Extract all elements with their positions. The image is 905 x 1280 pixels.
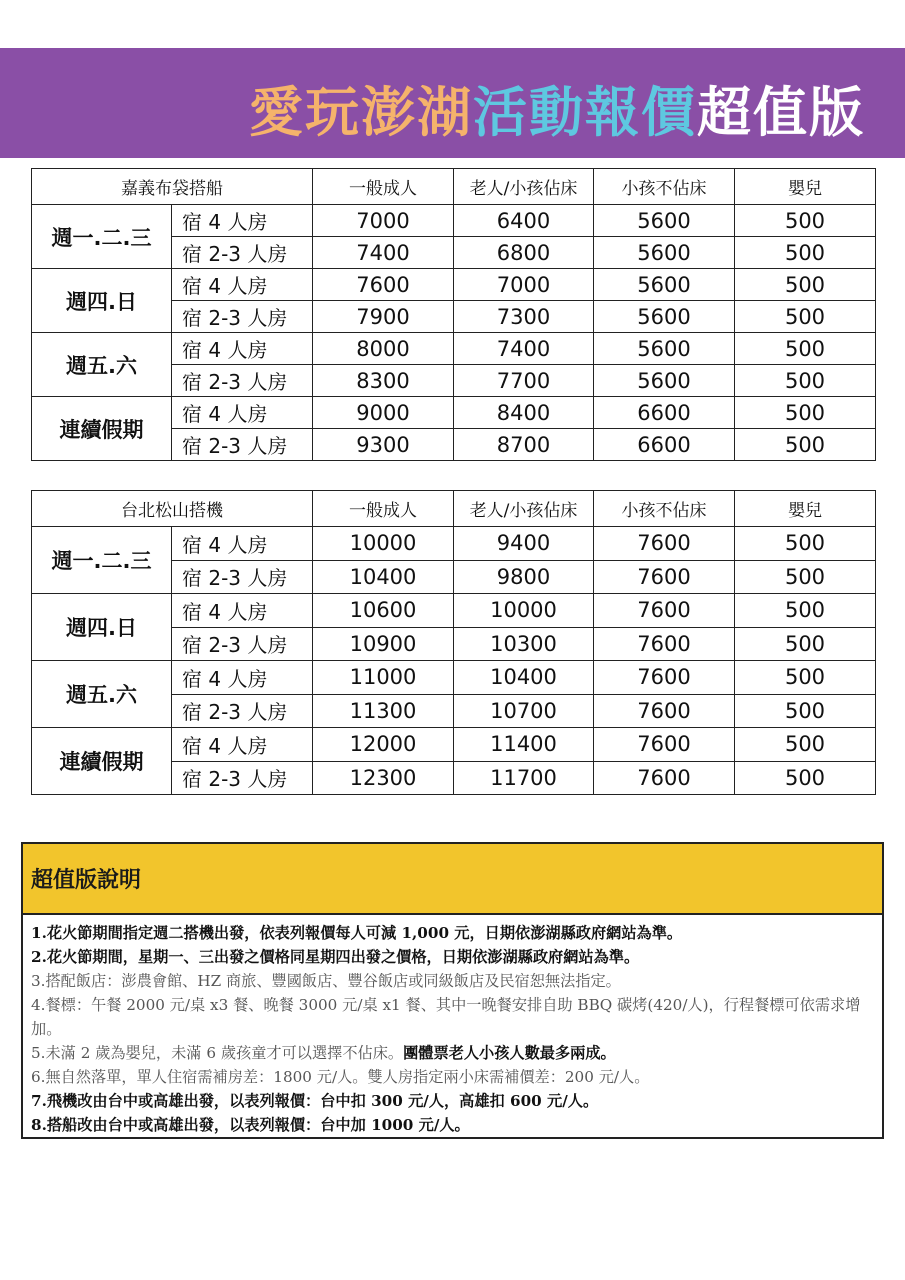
price-senior-child-bed: 9800 (454, 560, 594, 594)
note-item-5-emphasis: 團體票老人小孩人數最多兩成。 (403, 1044, 616, 1062)
room-type: 宿 4 人房 (172, 269, 313, 301)
note-item-3: 3.搭配飯店：澎農會館、HZ 商旅、豐國飯店、豐谷飯店或同級飯店及民宿恕無法指定。 (31, 972, 621, 990)
price-infant: 500 (735, 397, 876, 429)
price-child-no-bed: 5600 (594, 205, 735, 237)
price-child-no-bed: 7600 (594, 661, 735, 695)
price-adult: 12300 (313, 761, 454, 795)
header-route: 台北松山搭機 (32, 491, 313, 527)
price-child-no-bed: 6600 (594, 397, 735, 429)
price-child-no-bed: 5600 (594, 365, 735, 397)
room-type: 宿 2-3 人房 (172, 365, 313, 397)
note-item-5-text: 5.未滿 2 歲為嬰兒，未滿 6 歲孩童才可以選擇不佔床。 (31, 1044, 404, 1062)
price-adult: 10000 (313, 527, 454, 561)
day-group-label: 連續假期 (32, 397, 172, 461)
price-child-no-bed: 5600 (594, 333, 735, 365)
day-group-label: 週五.六 (32, 333, 172, 397)
table-row (32, 661, 876, 695)
price-infant: 500 (735, 694, 876, 728)
price-senior-child-bed: 11400 (454, 728, 594, 762)
price-senior-child-bed: 9400 (454, 527, 594, 561)
price-adult: 9000 (313, 397, 454, 429)
price-adult: 8300 (313, 365, 454, 397)
note-item-4: 4.餐標：午餐 2000 元/桌 x3 餐、晚餐 3000 元/桌 x1 餐、其中一晚餐安排自助 BBQ 碳烤(420/人)，行程餐標可依需求增加。 (31, 996, 861, 1038)
table-row (32, 397, 876, 429)
price-senior-child-bed: 10700 (454, 694, 594, 728)
price-child-no-bed: 5600 (594, 301, 735, 333)
room-type: 宿 4 人房 (172, 728, 313, 762)
room-type: 宿 2-3 人房 (172, 429, 313, 461)
price-adult: 8000 (313, 333, 454, 365)
price-senior-child-bed: 6800 (454, 237, 594, 269)
header-infant: 嬰兒 (735, 491, 876, 527)
price-senior-child-bed: 8700 (454, 429, 594, 461)
price-infant: 500 (735, 301, 876, 333)
table-header-row (32, 169, 876, 205)
price-senior-child-bed: 7000 (454, 269, 594, 301)
notes-list (23, 915, 882, 1137)
header-senior-child-bed: 老人/小孩佔床 (454, 491, 594, 527)
note-item-6: 6.無自然落單，單人住宿需補房差：1800 元/人。雙人房指定兩小床需補價差：200 元/人。 (31, 1068, 650, 1086)
room-type: 宿 4 人房 (172, 661, 313, 695)
price-infant: 500 (735, 237, 876, 269)
day-group-label: 週一.二.三 (32, 527, 172, 594)
day-group-label: 週四.日 (32, 594, 172, 661)
price-adult: 12000 (313, 728, 454, 762)
price-child-no-bed: 7600 (594, 594, 735, 628)
room-type: 宿 2-3 人房 (172, 560, 313, 594)
price-infant: 500 (735, 728, 876, 762)
page-title (249, 78, 865, 148)
price-adult: 11300 (313, 694, 454, 728)
price-infant: 500 (735, 333, 876, 365)
price-infant: 500 (735, 560, 876, 594)
header-infant: 嬰兒 (735, 169, 876, 205)
price-table-taipei (31, 490, 876, 795)
notes-box (21, 842, 884, 1139)
header-adult: 一般成人 (313, 169, 454, 205)
room-type: 宿 2-3 人房 (172, 237, 313, 269)
header-child-no-bed: 小孩不佔床 (594, 491, 735, 527)
room-type: 宿 4 人房 (172, 527, 313, 561)
price-infant: 500 (735, 527, 876, 561)
price-senior-child-bed: 7700 (454, 365, 594, 397)
price-senior-child-bed: 6400 (454, 205, 594, 237)
price-child-no-bed: 7600 (594, 560, 735, 594)
day-group-label: 週四.日 (32, 269, 172, 333)
title-part-1: 愛玩澎湖 (249, 81, 473, 144)
table-row (32, 527, 876, 561)
price-table-chiayi (31, 168, 876, 461)
price-senior-child-bed: 10300 (454, 627, 594, 661)
header-child-no-bed: 小孩不佔床 (594, 169, 735, 205)
room-type: 宿 4 人房 (172, 397, 313, 429)
table-row (32, 269, 876, 301)
room-type: 宿 2-3 人房 (172, 627, 313, 661)
price-adult: 7400 (313, 237, 454, 269)
note-item-7: 7.飛機改由台中或高雄出發，以表列報價：台中扣 300 元/人，高雄扣 600 元/人。 (31, 1092, 599, 1110)
notes-title: 超值版說明 (23, 844, 882, 915)
day-group-label: 週一.二.三 (32, 205, 172, 269)
price-infant: 500 (735, 627, 876, 661)
table-row (32, 205, 876, 237)
room-type: 宿 2-3 人房 (172, 301, 313, 333)
day-group-label: 週五.六 (32, 661, 172, 728)
header-adult: 一般成人 (313, 491, 454, 527)
price-adult: 10400 (313, 560, 454, 594)
note-item-5 (31, 1041, 874, 1065)
price-senior-child-bed: 7300 (454, 301, 594, 333)
table-row (32, 333, 876, 365)
price-senior-child-bed: 11700 (454, 761, 594, 795)
note-item-2: 2.花火節期間，星期一、三出發之價格同星期四出發之價格，日期依澎湖縣政府網站為準。 (31, 948, 640, 966)
price-child-no-bed: 5600 (594, 269, 735, 301)
price-senior-child-bed: 7400 (454, 333, 594, 365)
price-infant: 500 (735, 761, 876, 795)
room-type: 宿 2-3 人房 (172, 761, 313, 795)
price-infant: 500 (735, 365, 876, 397)
note-item-1: 1.花火節期間指定週二搭機出發，依表列報價每人可減 1,000 元，日期依澎湖縣政府網站為準。 (31, 924, 683, 942)
room-type: 宿 4 人房 (172, 594, 313, 628)
price-adult: 10600 (313, 594, 454, 628)
table-row (32, 728, 876, 762)
price-infant: 500 (735, 429, 876, 461)
price-infant: 500 (735, 269, 876, 301)
title-part-3: 超值版 (697, 81, 865, 144)
price-adult: 9300 (313, 429, 454, 461)
price-child-no-bed: 7600 (594, 694, 735, 728)
price-senior-child-bed: 10400 (454, 661, 594, 695)
price-infant: 500 (735, 205, 876, 237)
price-child-no-bed: 5600 (594, 237, 735, 269)
price-child-no-bed: 7600 (594, 627, 735, 661)
day-group-label: 連續假期 (32, 728, 172, 795)
table-header-row (32, 491, 876, 527)
price-adult: 10900 (313, 627, 454, 661)
price-infant: 500 (735, 661, 876, 695)
price-adult: 11000 (313, 661, 454, 695)
room-type: 宿 2-3 人房 (172, 694, 313, 728)
price-adult: 7900 (313, 301, 454, 333)
price-adult: 7000 (313, 205, 454, 237)
price-child-no-bed: 7600 (594, 728, 735, 762)
note-item-8: 8.搭船改由台中或高雄出發，以表列報價：台中加 1000 元/人。 (31, 1116, 470, 1134)
price-child-no-bed: 6600 (594, 429, 735, 461)
room-type: 宿 4 人房 (172, 205, 313, 237)
price-adult: 7600 (313, 269, 454, 301)
header-senior-child-bed: 老人/小孩佔床 (454, 169, 594, 205)
title-part-2: 活動報價 (473, 81, 697, 144)
room-type: 宿 4 人房 (172, 333, 313, 365)
table-row (32, 594, 876, 628)
price-child-no-bed: 7600 (594, 761, 735, 795)
price-child-no-bed: 7600 (594, 527, 735, 561)
price-senior-child-bed: 10000 (454, 594, 594, 628)
header-route: 嘉義布袋搭船 (32, 169, 313, 205)
price-infant: 500 (735, 594, 876, 628)
price-senior-child-bed: 8400 (454, 397, 594, 429)
